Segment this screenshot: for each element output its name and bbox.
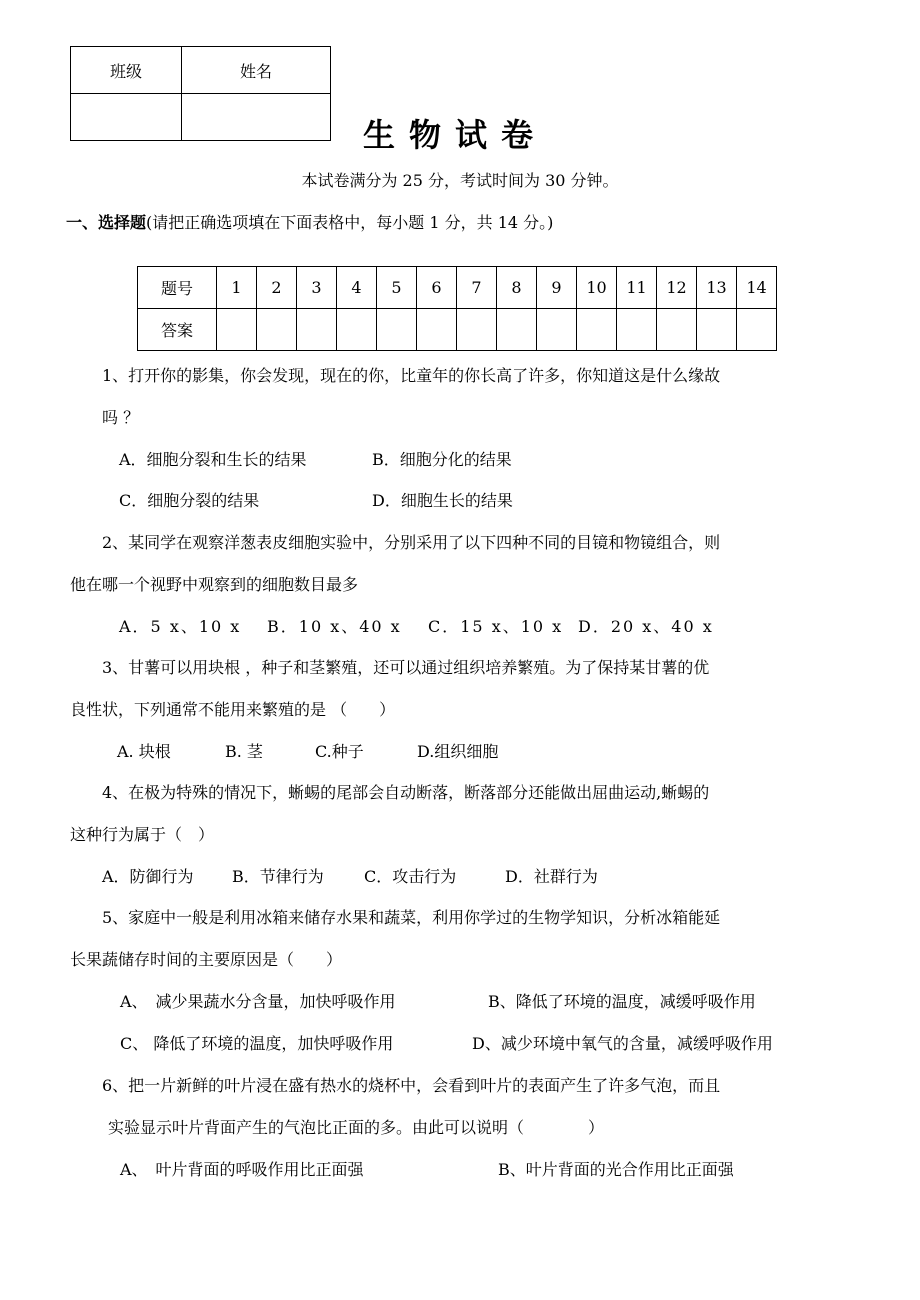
q6-stem-line1: 6、把一片新鲜的叶片浸在盛有热水的烧杯中，会看到叶片的表面产生了许多气泡，而且 <box>102 1076 721 1095</box>
q1-option-c: C．细胞分裂的结果 <box>119 491 260 510</box>
section-heading <box>66 210 553 233</box>
q6-option-a: A、 叶片背面的呼吸作用比正面强 <box>120 1160 364 1179</box>
q3-option-b: B. 茎 <box>225 742 263 761</box>
q2-stem-line2: 他在哪一个视野中观察到的细胞数目最多 <box>70 575 359 594</box>
answer-table-answer-row <box>138 309 777 351</box>
question-number-cell: 13 <box>697 267 737 309</box>
q3-stem-line2: 良性状，下列通常不能用来繁殖的是 （ ） <box>70 700 396 719</box>
question-number-cell: 3 <box>297 267 337 309</box>
answer-cell[interactable] <box>617 309 657 351</box>
q2-option-c: C．15 x、10 x <box>428 617 564 636</box>
question-number-cell: 9 <box>537 267 577 309</box>
q4-option-c: C．攻击行为 <box>364 867 457 886</box>
q4-stem-line2: 这种行为属于（ ） <box>70 825 215 844</box>
answer-cell[interactable] <box>657 309 697 351</box>
q3-option-c: C.种子 <box>315 742 364 761</box>
q1-stem-line2: 吗 ？ <box>102 408 140 427</box>
answer-label: 答案 <box>138 309 217 351</box>
q1-option-a: A．细胞分裂和生长的结果 <box>119 450 307 469</box>
q1-option-b: B．细胞分化的结果 <box>372 450 512 469</box>
q1-stem-line1: 1、打开你的影集，你会发现，现在的你，比童年的你长高了许多，你知道这是什么缘故 <box>102 366 721 385</box>
question-number-cell: 1 <box>217 267 257 309</box>
answer-cell[interactable] <box>377 309 417 351</box>
answer-cell[interactable] <box>337 309 377 351</box>
q5-option-c: C、 降低了环境的温度，加快呼吸作用 <box>120 1034 394 1053</box>
q3-option-a: A. 块根 <box>117 742 171 761</box>
question-number-cell: 11 <box>617 267 657 309</box>
question-number-cell: 8 <box>497 267 537 309</box>
answer-cell[interactable] <box>697 309 737 351</box>
q2-option-b: B．10 x、40 x <box>267 617 402 636</box>
question-number-label: 题号 <box>138 267 217 309</box>
question-number-cell: 2 <box>257 267 297 309</box>
q4-option-d: D．社群行为 <box>505 867 598 886</box>
question-number-cell: 14 <box>737 267 777 309</box>
answer-cell[interactable] <box>297 309 337 351</box>
answer-cell[interactable] <box>457 309 497 351</box>
answer-cell[interactable] <box>537 309 577 351</box>
answer-cell[interactable] <box>497 309 537 351</box>
q6-stem-line2: 实验显示叶片背面产生的气泡比正面的多。由此可以说明（ ） <box>108 1118 605 1137</box>
question-number-cell: 5 <box>377 267 417 309</box>
answer-table <box>137 266 777 351</box>
q2-option-d: D．20 x、40 x <box>578 617 714 636</box>
q5-option-a: A、 减少果蔬水分含量，加快呼吸作用 <box>120 992 396 1011</box>
q6-option-b: B、叶片背面的光合作用比正面强 <box>498 1160 734 1179</box>
q5-stem-line2: 长果蔬储存时间的主要原因是（ ） <box>70 950 343 969</box>
exam-subtitle: 本试卷满分为 25 分，考试时间为 30 分钟。 <box>301 171 619 190</box>
answer-table-number-row <box>138 267 777 309</box>
answer-cell[interactable] <box>737 309 777 351</box>
q4-option-a: A．防御行为 <box>102 867 194 886</box>
question-number-cell: 6 <box>417 267 457 309</box>
answer-cell[interactable] <box>417 309 457 351</box>
q4-option-b: B．节律行为 <box>232 867 324 886</box>
answer-cell[interactable] <box>257 309 297 351</box>
q5-stem-line1: 5、家庭中一般是利用冰箱来储存水果和蔬菜，利用你学过的生物学知识，分析冰箱能延 <box>102 908 721 927</box>
page-title: 生物试卷 <box>362 116 547 154</box>
name-label: 姓名 <box>182 47 331 94</box>
answer-cell[interactable] <box>577 309 617 351</box>
class-label: 班级 <box>71 47 182 94</box>
question-number-cell: 12 <box>657 267 697 309</box>
answer-cell[interactable] <box>217 309 257 351</box>
q1-option-d: D．细胞生长的结果 <box>372 491 513 510</box>
section-heading-label: 一、选择题 <box>66 213 147 232</box>
question-number-cell: 7 <box>457 267 497 309</box>
q2-stem-line1: 2、某同学在观察洋葱表皮细胞实验中，分别采用了以下四种不同的目镜和物镜组合，则 <box>102 533 721 552</box>
q5-option-d: D、减少环境中氧气的含量，减缓呼吸作用 <box>472 1034 773 1053</box>
q4-stem-line1: 4、在极为特殊的情况下，蜥蜴的尾部会自动断落，断落部分还能做出屈曲运动,蜥蜴的 <box>102 783 710 802</box>
question-number-cell: 10 <box>577 267 617 309</box>
q3-option-d: D.组织细胞 <box>417 742 499 761</box>
q5-option-b: B、降低了环境的温度，减缓呼吸作用 <box>488 992 756 1011</box>
question-number-cell: 4 <box>337 267 377 309</box>
q2-option-a: A．5 x、10 x <box>119 617 242 636</box>
section-heading-note: (请把正确选项填在下面表格中，每小题 1 分，共 14 分。) <box>146 213 554 232</box>
q3-stem-line1: 3、甘薯可以用块根 ，种子和茎繁殖，还可以通过组织培养繁殖。为了保持某甘薯的优 <box>102 658 710 677</box>
